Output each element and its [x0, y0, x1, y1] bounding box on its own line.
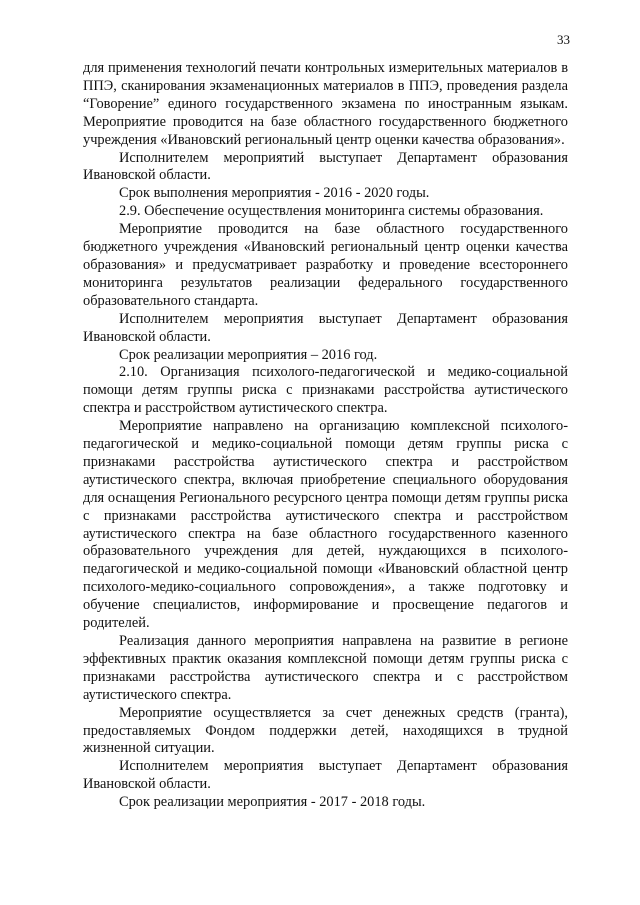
- paragraph-implementation-goal: Реализация данного мероприятия направлена на развитие в регионе эффективных практик оказания комплексной помощи детям группы риска с признаками расстройства аутистического спектра и с расстройством аутистического спектра.: [83, 633, 568, 703]
- page-number: 33: [557, 32, 570, 47]
- paragraph-term-1: Срок выполнения мероприятия - 2016 - 2020 годы.: [119, 185, 430, 202]
- section-heading-2-9: 2.9. Обеспечение осуществления мониторинга системы образования.: [119, 203, 544, 220]
- section-heading-2-10: 2.10. Организация психолого-педагогической и медико-социальной помощи детям группы риска с признаками расстройства аутистического спектра и расстройством аутистического спектра.: [83, 364, 568, 417]
- document-body: [83, 60, 568, 812]
- paragraph-executor-3: Исполнителем мероприятия выступает Департамент образования Ивановской области.: [83, 758, 568, 793]
- paragraph-term-2: Срок реализации мероприятия – 2016 год.: [119, 346, 378, 363]
- paragraph-continuation: для применения технологий печати контрольных измерительных материалов в ППЭ, сканирования экзаменационных материалов в ППЭ, проведения раздела “Говорение” единого государственного экзамена по иностранным языкам. Мероприятие проводится на базе областного государственного бюджетного учреждения «Ивановский региональный центр оценки качества образования».: [83, 60, 568, 148]
- paragraph-executor-1: Исполнителем мероприятий выступает Департамент образования Ивановской области.: [83, 149, 568, 184]
- paragraph-term-3: Срок реализации мероприятия - 2017 - 2018 годы.: [119, 794, 426, 811]
- paragraph-executor-2: Исполнителем мероприятия выступает Департамент образования Ивановской области.: [83, 310, 568, 345]
- paragraph-funding: Мероприятие осуществляется за счет денежных средств (гранта), предоставляемых Фондом поддержки детей, находящихся в трудной жизненной ситуации.: [83, 704, 568, 757]
- paragraph-autism-help-description: Мероприятие направлено на организацию комплексной психолого-педагогической и медико-социальной помощи детям группы риска с признаками расстройства аутистического спектра и расстройством аутистического спектра, включая приобретение специального оборудования для оснащения Регионального ресурсного центра помощи детям группы риска с признаками расстройства аутистического спектра и расстройством аутистического спектра на базе областного государственного казенного образовательного учреждения для детей, нуждающихся в психолого-педагогической и медико-социальной помощи «Ивановский областной центр психолого-медико-социального сопровождения», а также подготовку и обучение специалистов, информирование и просвещение педагогов и родителей.: [83, 418, 568, 632]
- paragraph-monitoring-description: Мероприятие проводится на базе областного государственного бюджетного учреждения «Ивановский региональный центр оценки качества образования» и предусматривает разработку и проведение всестороннего мониторинга результатов реализации федерального государственного образовательного стандарта.: [83, 221, 568, 309]
